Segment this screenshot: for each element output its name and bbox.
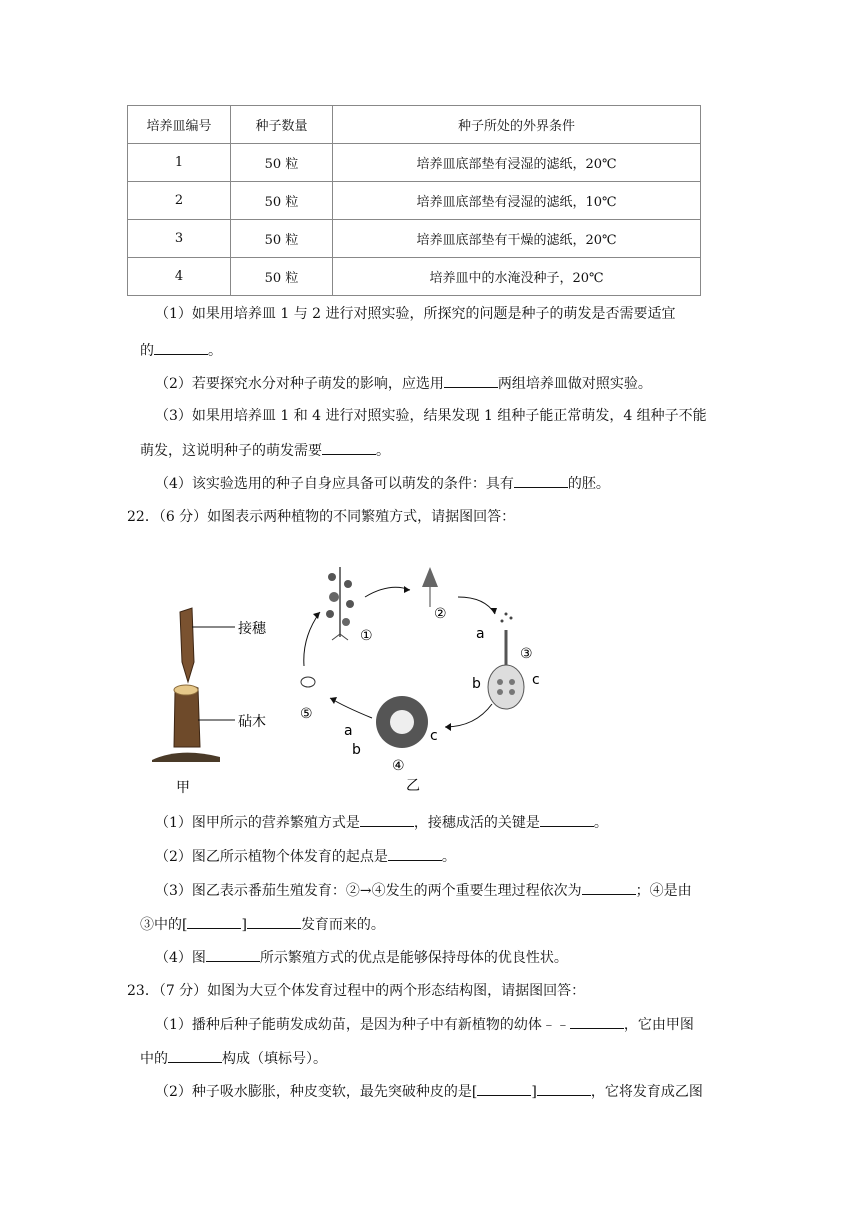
- table-header: 种子数量: [231, 106, 333, 144]
- table-cell: 4: [128, 258, 231, 296]
- figure-jia-caption: 甲: [176, 780, 190, 796]
- q21-item-1-line2: [140, 340, 222, 361]
- fruit-letter-b: b: [352, 742, 361, 758]
- q21-item-2: [155, 373, 652, 394]
- q21-item-1-line1: [155, 304, 676, 324]
- pistil-icon: [488, 613, 524, 710]
- q23-text: （1）播种后种子能萌发成幼苗，是因为种子中有新植物的幼体﹣﹣: [155, 1017, 570, 1033]
- q22-item-4: [155, 947, 568, 968]
- q21-text: （1）如果用培养皿 1 与 2 进行对照实验，所探究的问题是种子的萌发是否需要适宜: [155, 306, 676, 322]
- table-cell: 培养皿中的水淹没种子，20℃: [333, 258, 701, 296]
- q22-item-2: [155, 846, 456, 867]
- answer-blank[interactable]: [187, 914, 241, 929]
- table-cell: 1: [128, 144, 231, 182]
- answer-blank[interactable]: [570, 1014, 624, 1029]
- marker-4: ④: [392, 758, 405, 774]
- tomato-fruit-icon: [376, 696, 428, 748]
- q21-text: 。: [376, 443, 390, 459]
- q22-text: ③中的[: [140, 917, 188, 933]
- q21-text: 的: [140, 343, 154, 359]
- q22-item-3-line1: [155, 880, 692, 901]
- q21-item-4: [155, 473, 610, 494]
- q21-item-3-line2: [140, 440, 390, 461]
- answer-blank[interactable]: [206, 947, 260, 962]
- q23-text: 中的: [140, 1051, 168, 1067]
- answer-blank[interactable]: [477, 1081, 531, 1096]
- marker-2: ②: [434, 606, 447, 622]
- question-title: 22．（6 分）如图表示两种植物的不同繁殖方式，请据图回答：: [127, 509, 516, 525]
- flower-icon: [422, 567, 438, 607]
- fruit-letter-c: c: [430, 728, 438, 744]
- q22-text: 。: [593, 815, 608, 831]
- q23-text: ，它将发育成乙图: [590, 1084, 703, 1100]
- q21-text: （3）如果用培养皿 1 和 4 进行对照实验，结果发现 1 组种子能正常萌发，4 组种子不能: [155, 408, 707, 424]
- table-header-row: [128, 106, 701, 144]
- grafting-illustration: [152, 608, 267, 796]
- q22-text: ]: [241, 917, 247, 933]
- q23-title: [127, 981, 585, 1001]
- answer-blank[interactable]: [247, 914, 301, 929]
- question-title: 23．（7 分）如图为大豆个体发育过程中的两个形态结构图，请据图回答：: [127, 983, 586, 999]
- q21-text: 。: [208, 343, 222, 359]
- seed-icon: [301, 677, 315, 687]
- q23-item-2: [155, 1081, 703, 1102]
- q22-text: 。: [441, 849, 456, 865]
- table-row: [128, 258, 701, 296]
- marker-5: ⑤: [300, 706, 313, 722]
- soil-shape: [152, 753, 220, 762]
- table-cell: 培养皿底部垫有浸湿的滤纸，10℃: [333, 182, 701, 220]
- q23-text: ，它由甲图: [623, 1017, 694, 1033]
- arrow-5-1: [304, 612, 320, 666]
- q22-title: [127, 507, 515, 527]
- table-cell: 培养皿底部垫有浸湿的滤纸，20℃: [333, 144, 701, 182]
- table-row: [128, 220, 701, 258]
- stock-cut-surface: [174, 685, 198, 695]
- answer-blank[interactable]: [514, 473, 568, 488]
- experiment-table: [127, 105, 701, 296]
- q21-text: （2）若要探究水分对种子萌发的影响，应选用: [155, 376, 444, 392]
- q23-item-1-line1: [155, 1014, 694, 1035]
- q21-text: 的胚。: [567, 476, 610, 492]
- q22-text: ；④是由: [635, 883, 692, 899]
- letter-c: c: [532, 672, 540, 688]
- table-header: 种子所处的外界条件: [333, 106, 701, 144]
- answer-blank[interactable]: [540, 812, 594, 827]
- q21-item-3-line1: [155, 406, 707, 426]
- q22-text: 发育而来的。: [300, 917, 385, 933]
- table-cell: 50 粒: [231, 258, 333, 296]
- q23-text: 构成（填标号）。: [222, 1051, 327, 1067]
- answer-blank[interactable]: [582, 880, 636, 895]
- letter-a: a: [476, 626, 485, 642]
- answer-blank[interactable]: [444, 373, 498, 388]
- table-cell: 50 粒: [231, 220, 333, 258]
- q22-text: （2）图乙所示植物个体发育的起点是: [155, 849, 388, 865]
- table-cell: 3: [128, 220, 231, 258]
- q22-item-3-line2: [140, 914, 385, 935]
- letter-b: b: [472, 676, 481, 692]
- answer-blank[interactable]: [537, 1081, 591, 1096]
- q22-text: （3）图乙表示番茄生殖发育：②→④发生的两个重要生理过程依次为: [155, 883, 582, 899]
- q22-item-1: [155, 812, 608, 833]
- q21-text: 两组培养皿做对照实验。: [497, 376, 652, 392]
- answer-blank[interactable]: [388, 846, 442, 861]
- arrow-3-4: [445, 704, 492, 727]
- q21-text: （4）该实验选用的种子自身应具备可以萌发的条件：具有: [155, 476, 514, 492]
- table-header: 培养皿编号: [128, 106, 231, 144]
- answer-blank[interactable]: [322, 440, 376, 455]
- q21-text: 萌发，这说明种子的萌发需要: [140, 443, 322, 459]
- scion-label: 接穗: [238, 621, 266, 637]
- table-row: [128, 182, 701, 220]
- table-row: [128, 144, 701, 182]
- q22-text: 所示繁殖方式的优点是能够保持母体的优良性状。: [259, 950, 568, 966]
- marker-3: ③: [520, 646, 533, 662]
- tomato-plant-icon: [326, 567, 354, 640]
- scion-shape: [180, 608, 194, 682]
- arrow-4-5: [330, 698, 372, 718]
- q22-text: ，接穗成活的关键是: [413, 815, 540, 831]
- q22-figure: [140, 542, 560, 802]
- answer-blank[interactable]: [360, 812, 414, 827]
- q23-text: ]: [531, 1084, 537, 1100]
- answer-blank[interactable]: [154, 340, 208, 355]
- arrow-1-2: [365, 587, 410, 597]
- figure-yi-caption: 乙: [406, 778, 420, 794]
- table-cell: 50 粒: [231, 144, 333, 182]
- q22-text: （1）图甲所示的营养繁殖方式是: [155, 815, 360, 831]
- q23-text: （2）种子吸水膨胀，种皮变软，最先突破种皮的是[: [155, 1084, 478, 1100]
- marker-1: ①: [360, 628, 373, 644]
- table-cell: 50 粒: [231, 182, 333, 220]
- q23-item-1-line2: [140, 1048, 327, 1069]
- arrow-2-3: [458, 597, 495, 614]
- stock-label: 砧木: [238, 714, 266, 730]
- q22-text: （4）图: [155, 950, 206, 966]
- fruit-letter-a: a: [344, 723, 353, 739]
- table-cell: 培养皿底部垫有干燥的滤纸，20℃: [333, 220, 701, 258]
- answer-blank[interactable]: [168, 1048, 222, 1063]
- tomato-lifecycle: [300, 567, 540, 794]
- table-cell: 2: [128, 182, 231, 220]
